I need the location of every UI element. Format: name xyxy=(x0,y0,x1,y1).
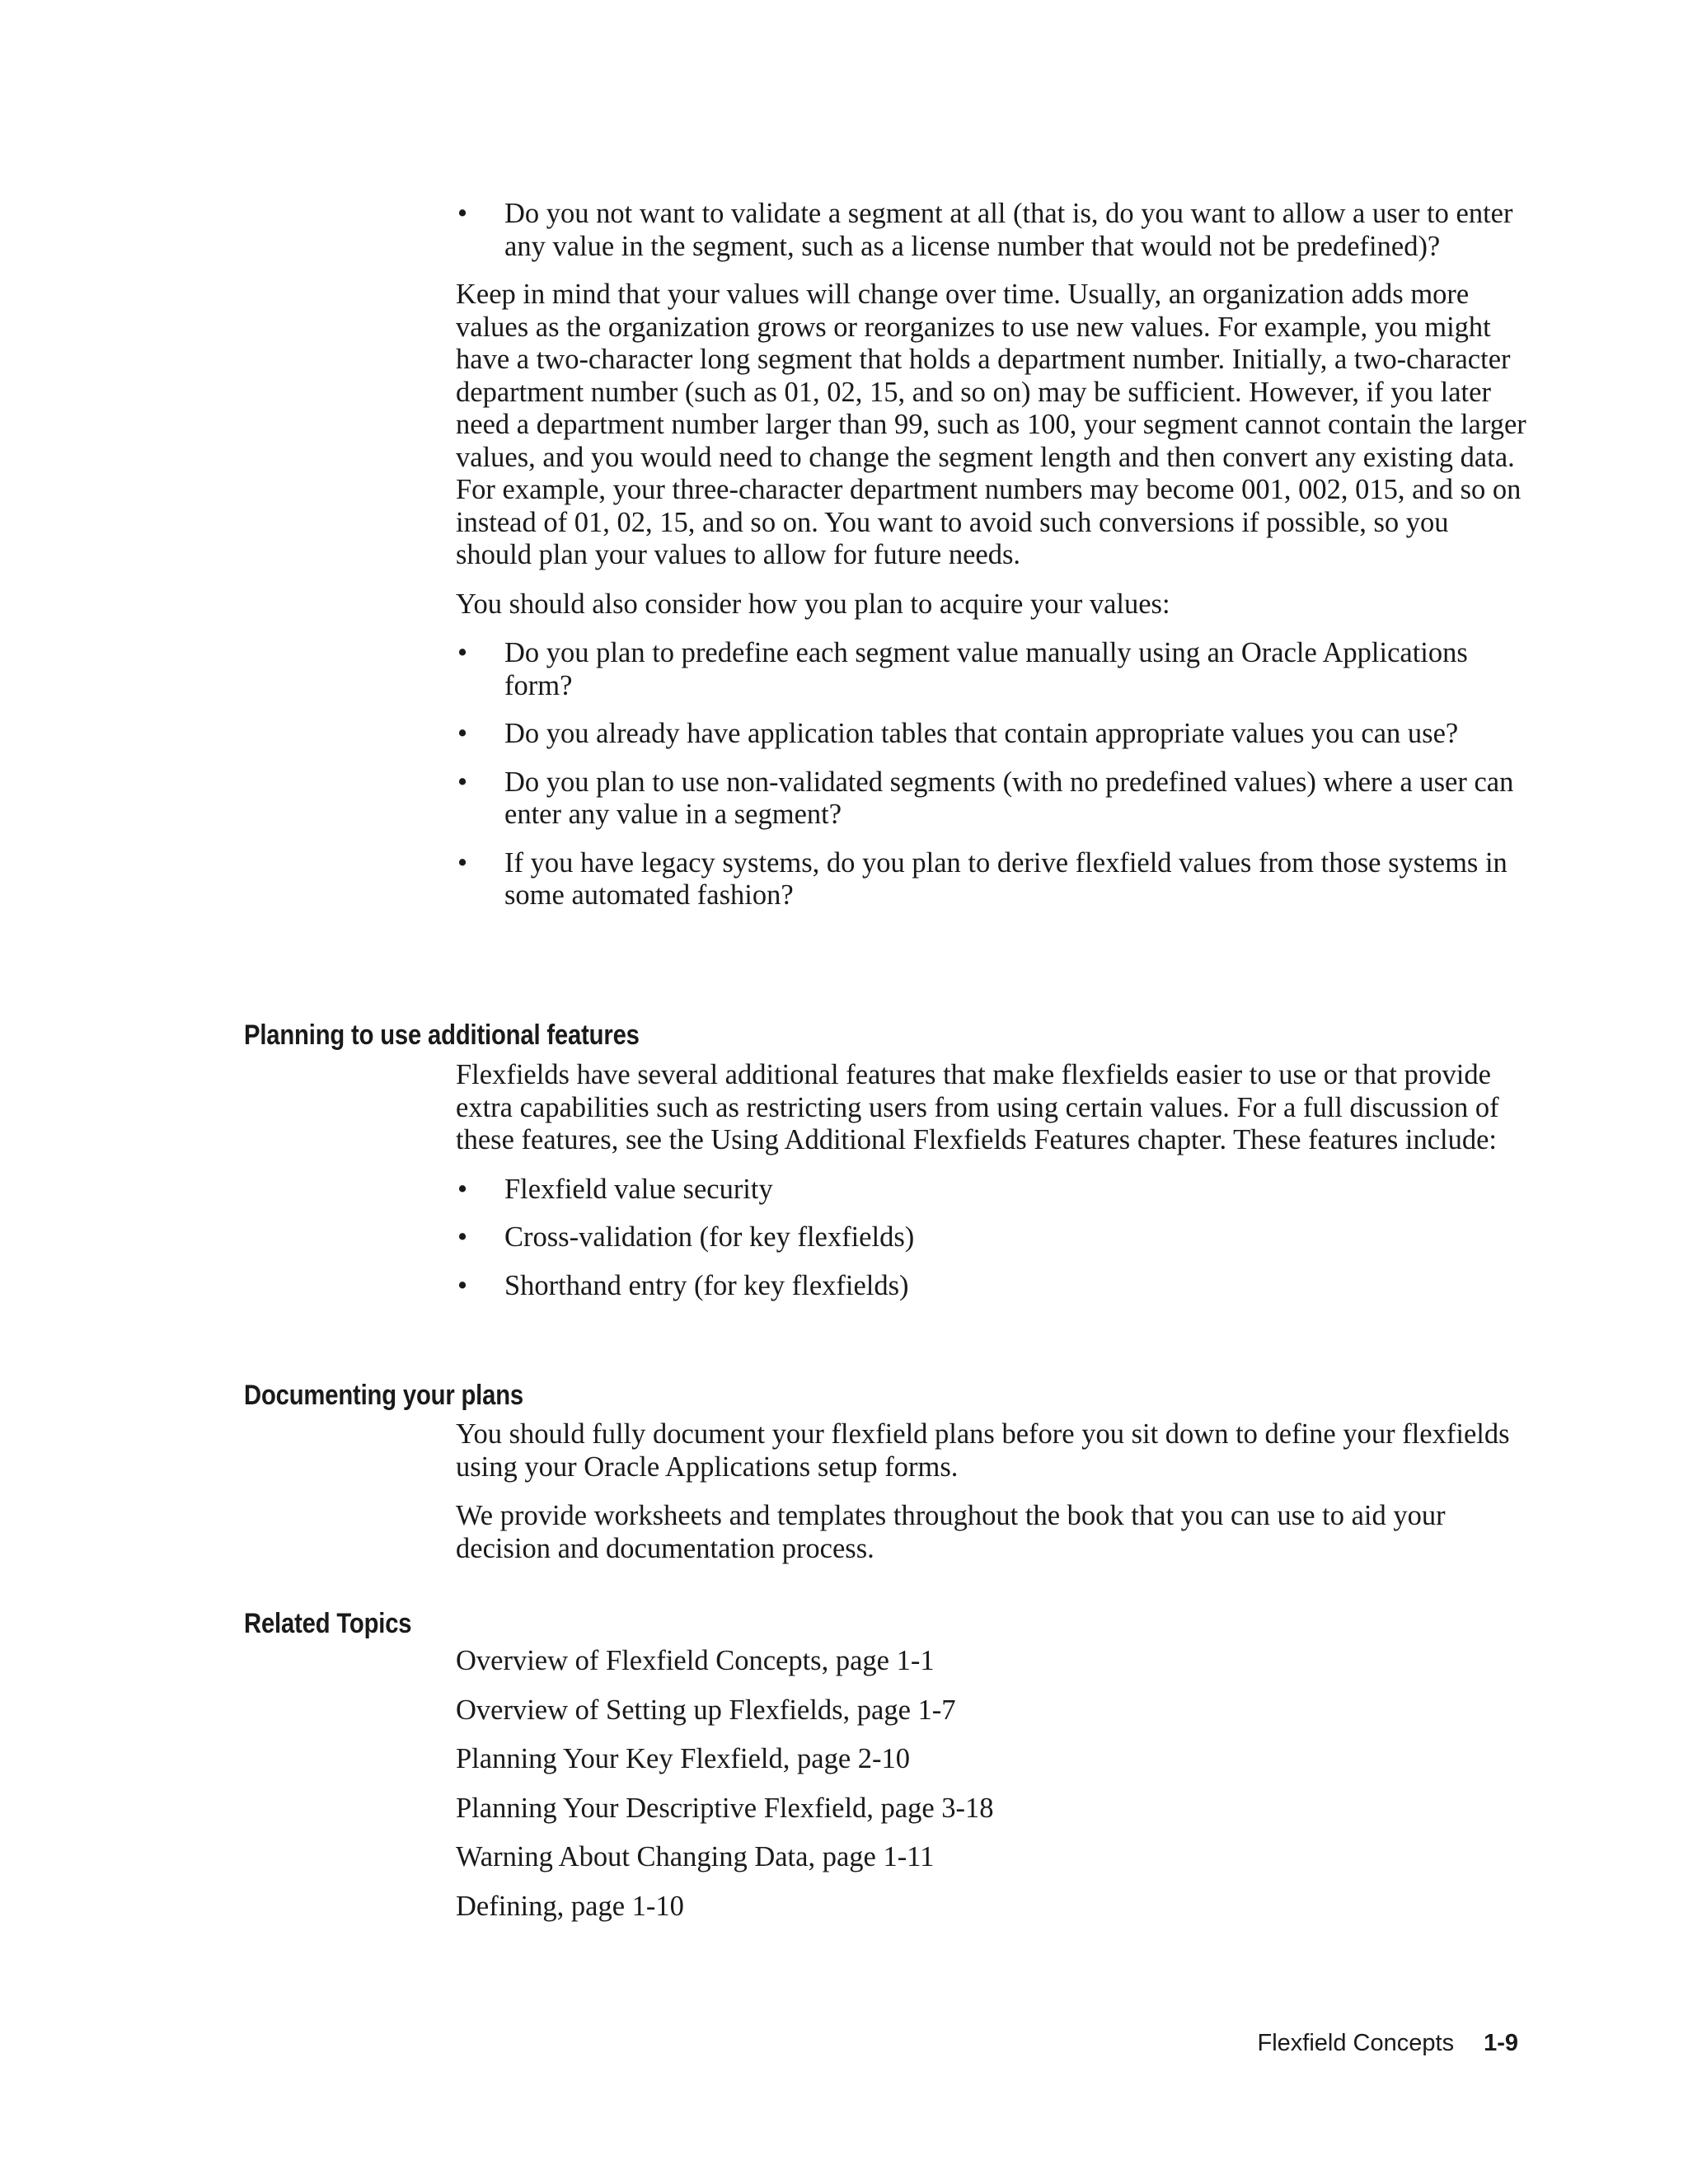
values-paragraph: Keep in mind that your values will change over time. Usually, an organization adds more values as the organization grows or reorganizes to use new values. For example, you might have a two-character long segment that holds a department number. Initially, a two-character department number (such as 01, 02, 15, and so on) may be sufficient. However, if you later need a department number larger than 99, such as 100, your segment cannot contain the larger values, and you would need to change the segment length and then convert any existing data. For example, your three-character department numbers may become 001, 002, 015, and so on instead of 01, 02, 15, and so on. You want to avoid such conversions if possible, so you should plan your values to allow for future needs. xyxy=(456,279,1526,570)
bullet-glyph: • xyxy=(457,1269,468,1301)
list-item xyxy=(456,1221,1531,1254)
features-bullet-list xyxy=(456,1174,1531,1303)
footer-page-number: 1-9 xyxy=(1484,2030,1518,2056)
page-footer xyxy=(1258,2029,1518,2057)
bullet-glyph: • xyxy=(457,718,468,749)
related-topic-link[interactable]: Warning About Changing Data, page 1-11 xyxy=(456,1841,935,1872)
intro-bullet-list xyxy=(456,198,1531,263)
bullet-glyph: • xyxy=(457,1221,468,1253)
list-item xyxy=(456,847,1531,912)
bullet-text: Do you not want to validate a segment at all (that is, do you want to allow a user to enter any value in the segment, such as a license number that would not be predefined)? xyxy=(504,198,1513,262)
list-item xyxy=(456,718,1531,751)
list-item xyxy=(456,1270,1531,1303)
related-topic-link[interactable]: Overview of Setting up Flexfields, page 1-7 xyxy=(456,1694,956,1726)
documenting-section xyxy=(456,1418,1531,1582)
bullet-glyph: • xyxy=(457,846,468,879)
related-topic-link[interactable]: Planning Your Descriptive Flexfield, page 3-18 xyxy=(456,1792,994,1824)
bullet-text: Do you plan to use non-validated segments (with no predefined values) where a user can enter any value in a segment? xyxy=(504,766,1514,830)
additional-features-paragraph: Flexfields have several additional features that make flexfields easier to use or that provide extra capabilities such as restricting users from using certain values. For a full discussion of these features, see the Using Additional Flexfields Features chapter. These features include: xyxy=(456,1059,1499,1155)
related-topic-link[interactable]: Planning Your Key Flexfield, page 2-10 xyxy=(456,1743,910,1774)
related-topics-heading: Related Topics xyxy=(244,1608,412,1639)
bullet-glyph: • xyxy=(457,766,468,798)
list-item xyxy=(456,1174,1531,1207)
bullet-text: Do you plan to predefine each segment value manually using an Oracle Applications form? xyxy=(504,637,1468,701)
additional-features-section xyxy=(456,1059,1531,1318)
list-item xyxy=(456,637,1531,702)
values-section xyxy=(456,198,1531,928)
list-item xyxy=(456,198,1531,263)
bullet-glyph: • xyxy=(457,198,468,229)
bullet-text: Flexfield value security xyxy=(504,1173,773,1205)
bullet-text: If you have legacy systems, do you plan to derive flexfield values from those systems in some automated fashion? xyxy=(504,846,1507,911)
related-topic-link[interactable]: Defining, page 1-10 xyxy=(456,1890,684,1922)
list-item xyxy=(456,766,1531,832)
related-topic-link[interactable]: Overview of Flexfield Concepts, page 1-1 xyxy=(456,1645,935,1676)
documenting-paragraph: You should fully document your flexfield plans before you sit down to define your flexfields using your Oracle Applications setup forms. xyxy=(456,1418,1510,1483)
bullet-glyph: • xyxy=(457,637,468,668)
acquire-bullet-list xyxy=(456,637,1531,912)
documenting-paragraph: We provide worksheets and templates throughout the book that you can use to aid your decision and documentation process. xyxy=(456,1500,1446,1564)
related-topics-list xyxy=(456,1645,1531,1939)
bullet-text: Do you already have application tables that contain appropriate values you can use? xyxy=(504,718,1459,749)
documenting-heading: Documenting your plans xyxy=(244,1380,524,1411)
footer-chapter-title: Flexfield Concepts xyxy=(1257,2030,1455,2056)
additional-features-heading: Planning to use additional features xyxy=(244,1019,640,1051)
bullet-glyph: • xyxy=(457,1173,468,1205)
bullet-text: Cross-validation (for key flexfields) xyxy=(504,1221,915,1253)
bullet-text: Shorthand entry (for key flexfields) xyxy=(504,1269,909,1301)
acquire-intro: You should also consider how you plan to acquire your values: xyxy=(456,588,1170,620)
